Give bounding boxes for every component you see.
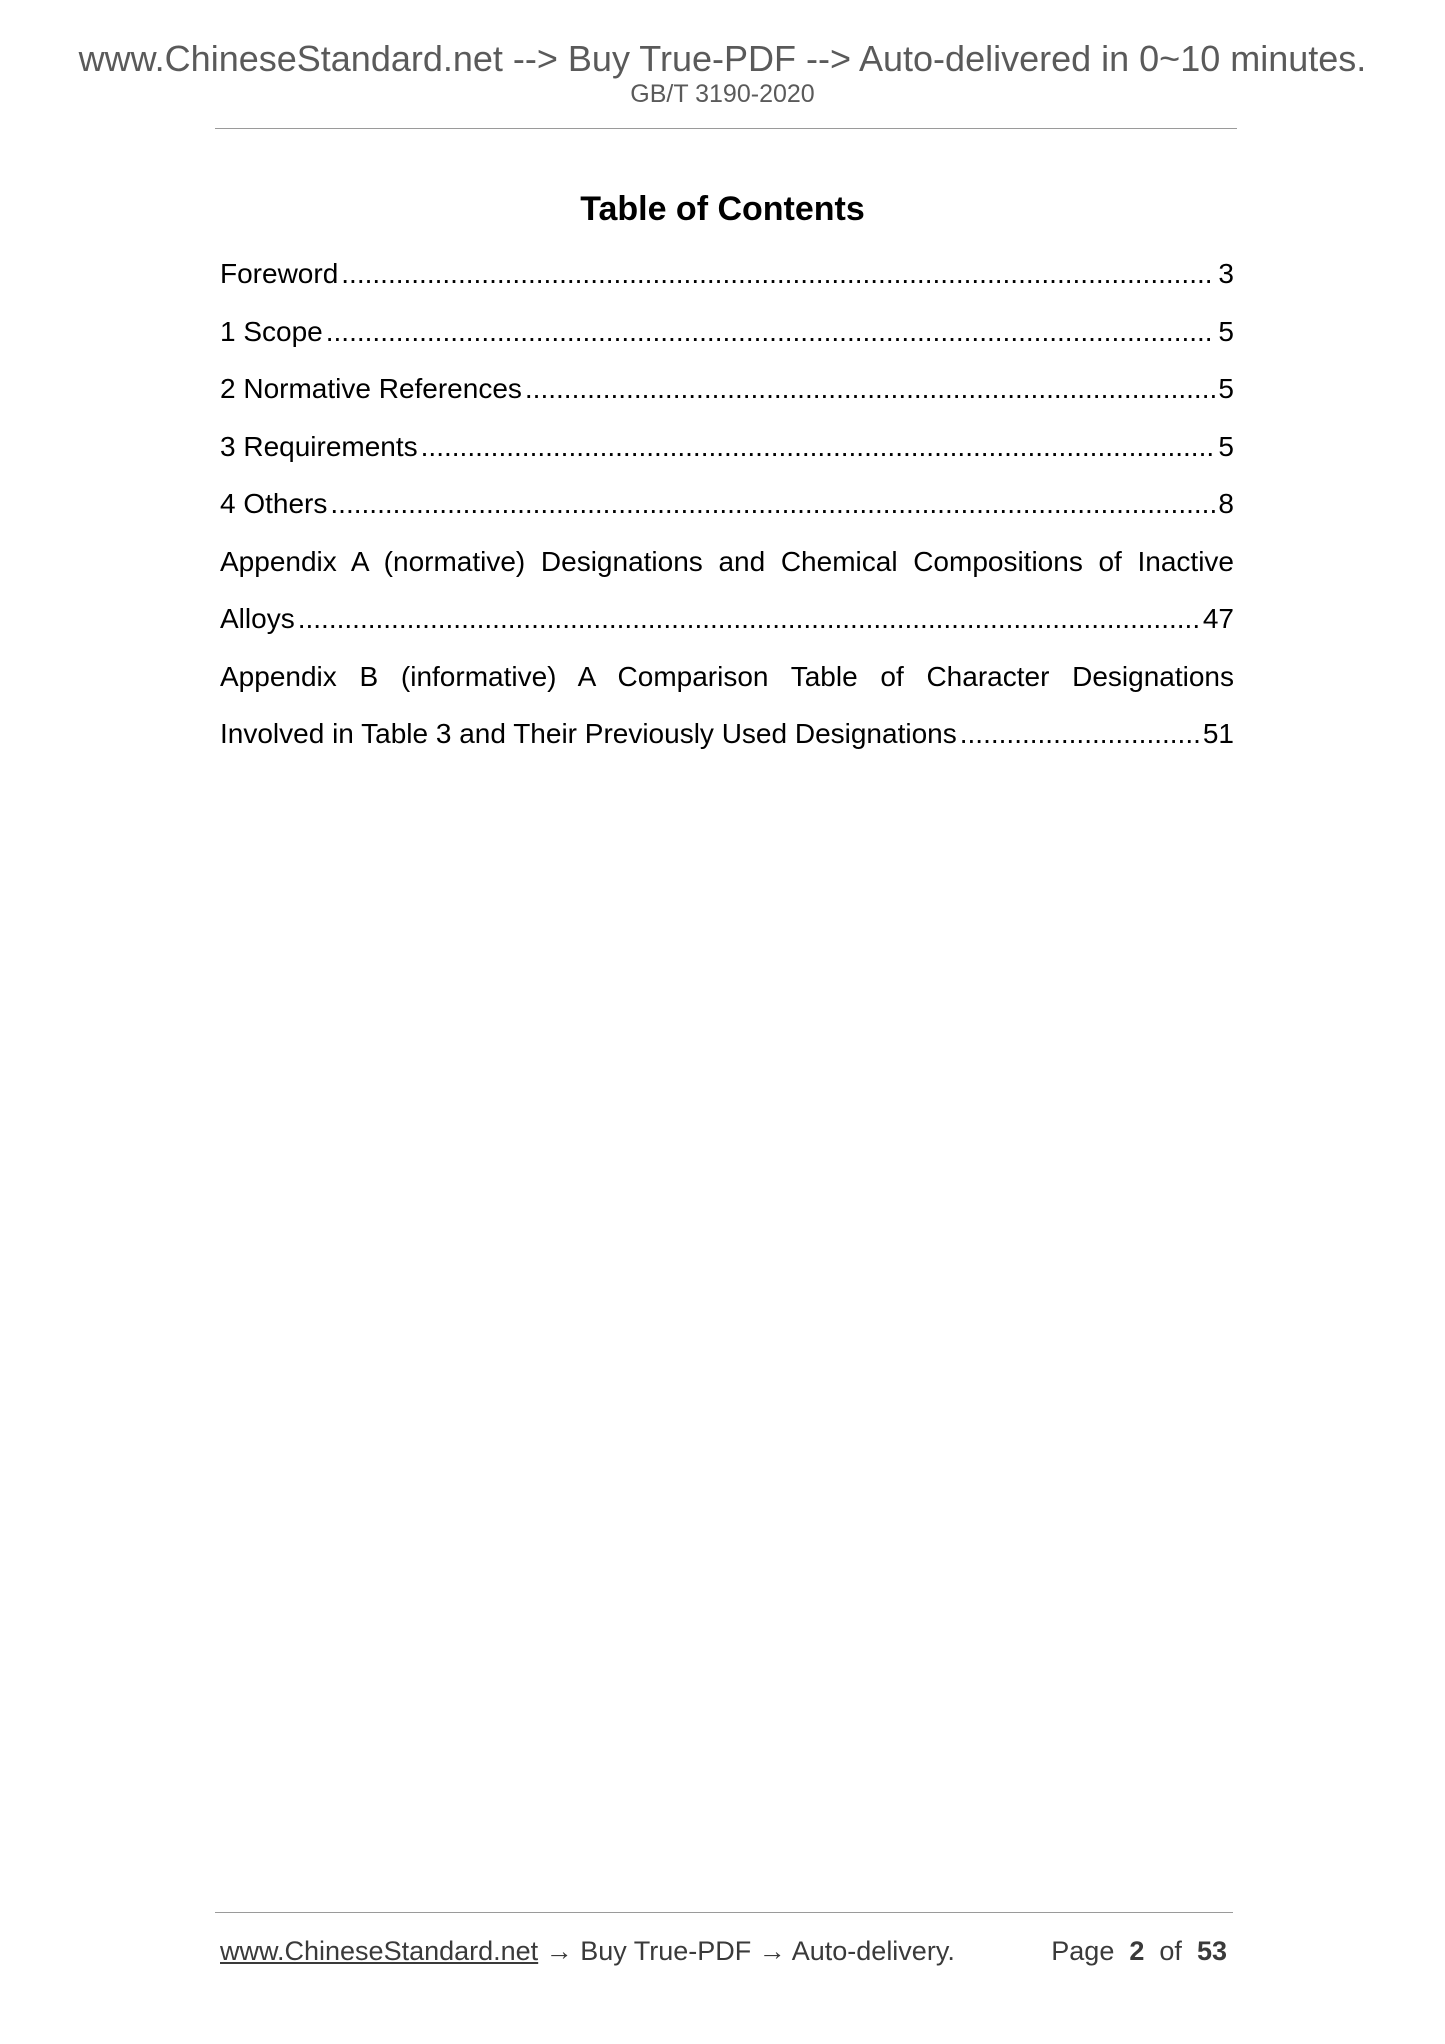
footer-promo-text: → Buy True-PDF → Auto-delivery. bbox=[538, 1936, 955, 1966]
toc-entry-others[interactable] bbox=[220, 488, 1234, 546]
toc-entry-requirements[interactable] bbox=[220, 431, 1234, 489]
footer-promo bbox=[220, 1936, 955, 1967]
toc-leader-dots bbox=[525, 373, 1216, 405]
page-total: 53 bbox=[1196, 1936, 1227, 1966]
toc-entry-foreword[interactable] bbox=[220, 258, 1234, 316]
toc-leader-dots bbox=[298, 603, 1200, 635]
toc-entry-label: 1 Scope bbox=[220, 315, 323, 347]
toc-entry-normative-references[interactable] bbox=[220, 373, 1234, 431]
toc-entry-page: 8 bbox=[1218, 488, 1234, 519]
toc-leader-dots bbox=[421, 431, 1216, 463]
table-of-contents bbox=[220, 258, 1234, 776]
toc-entry-label: Involved in Table 3 and Their Previously Used Designations bbox=[220, 718, 957, 749]
page-number bbox=[1051, 1936, 1227, 1967]
toc-entry-scope[interactable] bbox=[220, 316, 1234, 374]
toc-entry-page: 3 bbox=[1218, 258, 1234, 289]
toc-entry-label: 4 Others bbox=[220, 488, 328, 519]
toc-entry-label: Appendix A (normative) Designations and Chemical Compositions of Inactive bbox=[220, 545, 1234, 577]
toc-entry-page: 5 bbox=[1218, 373, 1234, 404]
toc-entry-page: 47 bbox=[1202, 603, 1234, 634]
header-banner: www.ChineseStandard.net --> Buy True-PDF --> Auto-delivered in 0~10 minutes. bbox=[78, 38, 1367, 79]
toc-title: Table of Contents bbox=[580, 190, 865, 228]
toc-entry-page: 5 bbox=[1218, 315, 1234, 347]
page-label: Page bbox=[1051, 1936, 1115, 1966]
header-divider bbox=[215, 128, 1237, 129]
toc-entry-page: 5 bbox=[1218, 430, 1234, 462]
toc-entry-label: Appendix B (informative) A Comparison Table of Character Designations bbox=[220, 660, 1234, 692]
toc-entry-label: 2 Normative References bbox=[220, 373, 522, 404]
toc-leader-dots bbox=[330, 488, 1215, 520]
footer-divider bbox=[215, 1912, 1233, 1913]
page-of-label: of bbox=[1159, 1936, 1182, 1966]
toc-leader-dots bbox=[341, 258, 1215, 290]
toc-entry-appendix-b-continued[interactable] bbox=[220, 718, 1234, 776]
toc-leader-dots bbox=[960, 718, 1200, 750]
footer-site-link[interactable]: www.ChineseStandard.net bbox=[220, 1936, 539, 1966]
toc-entry-label: Alloys bbox=[220, 603, 295, 634]
toc-leader-dots bbox=[326, 316, 1216, 348]
toc-entry-appendix-a-continued[interactable] bbox=[220, 603, 1234, 661]
toc-entry-page: 51 bbox=[1202, 718, 1234, 749]
toc-entry-appendix-b[interactable] bbox=[220, 661, 1234, 719]
toc-entry-label: 3 Requirements bbox=[220, 430, 418, 462]
toc-entry-appendix-a[interactable] bbox=[220, 546, 1234, 604]
toc-entry-label: Foreword bbox=[220, 258, 339, 289]
page-current: 2 bbox=[1129, 1936, 1145, 1966]
standard-code: GB/T 3190-2020 bbox=[630, 80, 815, 108]
